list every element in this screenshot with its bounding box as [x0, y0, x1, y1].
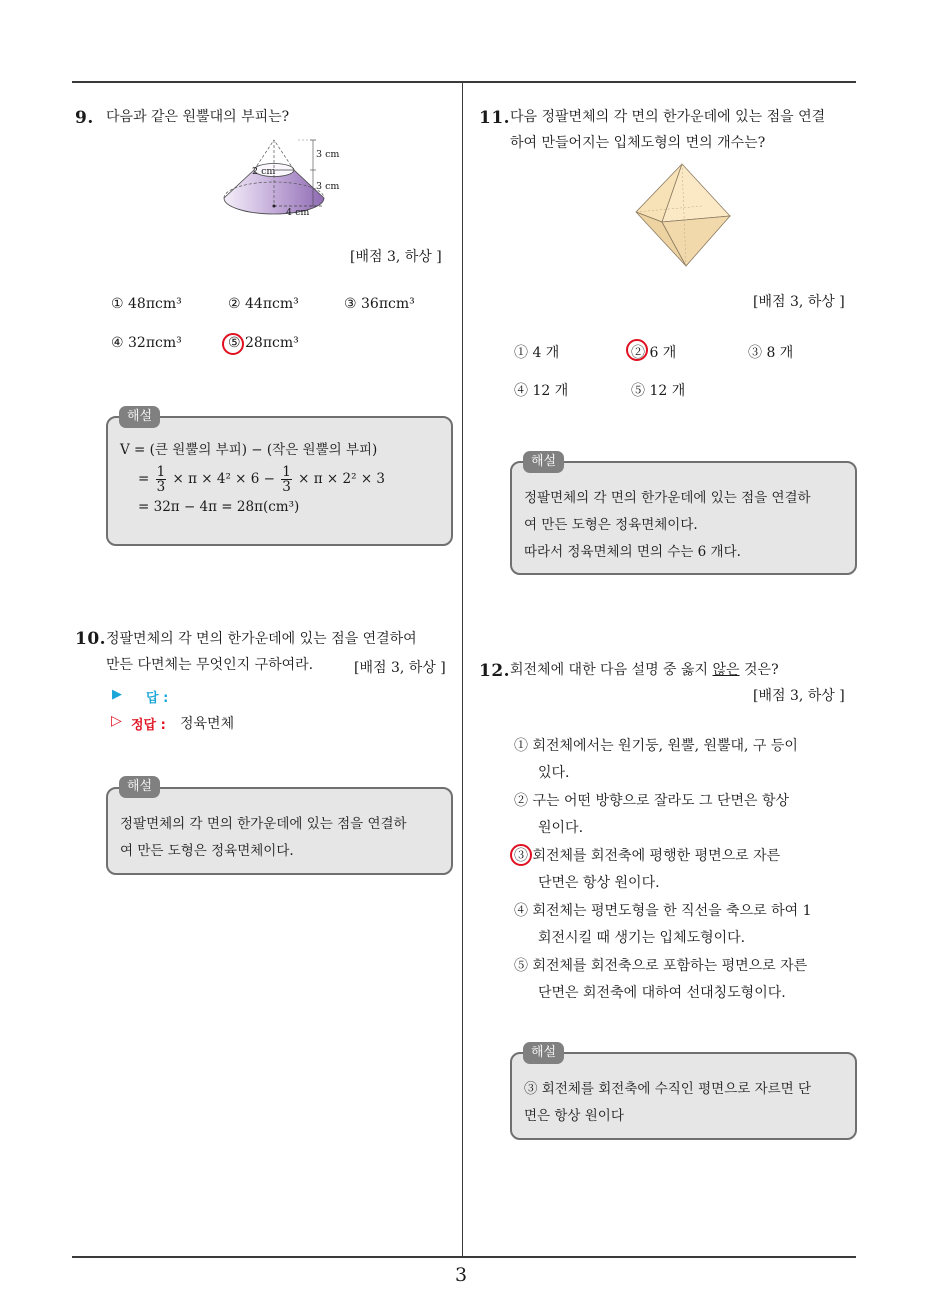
q9-sol-line1: V = (큰 원뿔의 부피) − (작은 원뿔의 부피): [120, 442, 378, 458]
q9-frac2: $\frac{1}{3}$: [282, 464, 291, 495]
q9-choice-4[interactable]: ④ 32πcm³: [111, 335, 182, 351]
q9-solution-tag: 해설: [119, 406, 160, 428]
q12-sol-line1: ③ 회전체를 회전축에 수직인 평면으로 자르면 단: [524, 1081, 812, 1097]
q10-correct-marker: ▷: [111, 713, 122, 729]
column-divider: [462, 82, 463, 1257]
q12-text: 회전체에 대한 다음 설명 중 옳지 않은 것은?: [510, 662, 779, 678]
q11-choice-2[interactable]: ② 6 개: [631, 345, 677, 361]
q9-choice-5[interactable]: ⑤ 28πcm³: [228, 335, 299, 351]
q9-choice-3[interactable]: ③ 36πcm³: [344, 296, 415, 312]
q11-answer-mark: [626, 339, 648, 361]
q11-choice-1[interactable]: ① 4 개: [514, 345, 560, 361]
q9-text: 다음과 같은 원뿔대의 부피는?: [106, 109, 290, 125]
q9-frac1: $\frac{1}{3}$: [156, 464, 166, 495]
q12-choice-2[interactable]: ② 구는 어떤 방향으로 잘라도 그 단면은 항상 원이다.: [514, 793, 790, 836]
q10-sol-line2: 여 만든 도형은 정육면체이다.: [120, 843, 294, 859]
q9-score: [배점 3, 하상 ]: [350, 249, 442, 265]
q10-sol-line1: 정팔면체의 각 면의 한가운데에 있는 점을 연결하: [120, 816, 407, 832]
q11-line2: 하여 만들어지는 입체도형의 면의 개수는?: [510, 135, 766, 151]
bottom-rule: [72, 1256, 856, 1258]
q9-label-2cm: 2 cm: [252, 166, 276, 177]
q11-choice-5[interactable]: ⑤ 12 개: [631, 383, 686, 399]
q11-solution-tag: 해설: [523, 451, 564, 473]
q10-line1: 정팔면체의 각 면의 한가운데에 있는 점을 연결하여: [106, 631, 417, 647]
q12-choice-5[interactable]: ⑤ 회전체를 회전축으로 포함하는 평면으로 자른 단면은 회전축에 대하여 선대칭도형이다.: [514, 958, 808, 1001]
q9-choice-2[interactable]: ② 44πcm³: [228, 296, 299, 312]
q10-answer-label: 답 :: [146, 691, 169, 706]
page-number: 3: [455, 1264, 468, 1286]
q10-solution-tag: 해설: [119, 776, 160, 798]
q12-solution-box: [510, 1052, 857, 1140]
face-bottom-right: [662, 216, 730, 266]
q11-solution-box: [510, 461, 857, 575]
q10-number: 10.: [75, 629, 107, 649]
q9-number: 9.: [75, 108, 94, 128]
q11-choice-4[interactable]: ④ 12 개: [514, 383, 569, 399]
q10-solution-box: [106, 787, 453, 875]
q9-sol-line2: = $\frac{1}{3}$ × π × 4² × 6 − $\frac{1}{3}$ × π × 2² × 3: [138, 464, 386, 495]
q11-number: 11.: [479, 108, 511, 128]
q12-sol-line2: 면은 항상 원이다: [524, 1108, 624, 1124]
q11-octahedron-figure: [632, 160, 736, 270]
q10-answer-marker: ▶: [112, 687, 122, 702]
q12-choice-4[interactable]: ④ 회전체는 평면도형을 한 직선을 축으로 하여 1 회전시킬 때 생기는 입체도형이다.: [514, 903, 812, 946]
q11-sol-line1: 정팔면체의 각 면의 한가운데에 있는 점을 연결하: [524, 490, 811, 506]
q11-choice-3[interactable]: ③ 8 개: [748, 345, 794, 361]
q12-answer-mark: [510, 844, 532, 866]
q10-line2: 만든 다면체는 무엇인지 구하여라.: [106, 657, 314, 673]
q11-sol-line2: 여 만든 도형은 정육면체이다.: [524, 517, 698, 533]
q9-answer-mark: [222, 333, 244, 355]
q12-score: [배점 3, 하상 ]: [753, 688, 845, 704]
q11-sol-line3: 따라서 정육면체의 면의 수는 6 개다.: [524, 544, 741, 560]
q10-correct-label: 정답 :: [131, 718, 166, 733]
q11-score: [배점 3, 하상 ]: [753, 294, 845, 310]
q9-sol-line3: = 32π − 4π = 28π(cm³): [138, 499, 300, 515]
q9-label-3cm-bottom: 3 cm: [316, 181, 340, 192]
q11-line1: 다음 정팔면체의 각 면의 한가운데에 있는 점을 연결: [510, 109, 826, 125]
q10-score: [배점 3, 하상 ]: [354, 660, 446, 676]
q12-solution-tag: 해설: [523, 1042, 564, 1064]
q12-choice-1[interactable]: ① 회전체에서는 원기둥, 원뿔, 원뿔대, 구 등이 있다.: [514, 738, 798, 781]
q9-solution-box: [106, 416, 453, 546]
q9-choice-1[interactable]: ① 48πcm³: [111, 296, 182, 312]
q10-correct-value: 정육면체: [180, 716, 235, 732]
top-rule: [72, 81, 856, 83]
q9-label-4cm: 4 cm: [286, 207, 310, 218]
q12-choice-3[interactable]: ③ 회전체를 회전축에 평행한 평면으로 자른 단면은 항상 원이다.: [514, 848, 781, 891]
q9-label-3cm-top: 3 cm: [316, 149, 340, 160]
q12-number: 12.: [479, 661, 511, 681]
face-top-right: [662, 164, 730, 222]
